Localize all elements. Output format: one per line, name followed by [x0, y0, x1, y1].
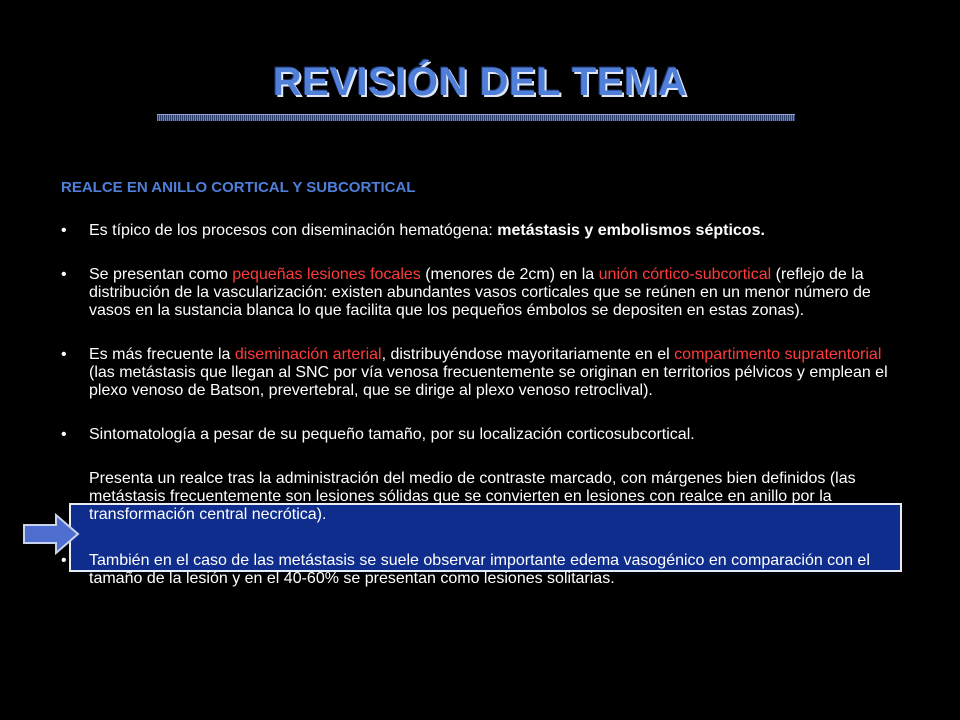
- title-underline: [157, 114, 795, 121]
- bullet-dot: •: [61, 266, 67, 283]
- highlight-term: compartimento supratentorial: [674, 346, 882, 363]
- bullet-text: Es típico de los procesos con diseminación hematógena:: [89, 222, 498, 239]
- bullet-text: Presenta un realce tras la administración del medio de contraste marcado, con márgenes bien definidos (las metástasis frecuentemente son lesiones sólidas que se convierten en lesiones con realce en anillo por la transformación central necrótica).: [89, 470, 856, 523]
- bullet-text: (las metástasis que llegan al SNC por vía venosa frecuentemente se originan en territorios pélvicos y emplean el plexo venoso de Batson, prevertebral, que se dirige al plexo venoso retroclival).: [89, 364, 888, 399]
- bullet-emphasis: metástasis y embolismos sépticos.: [497, 222, 765, 239]
- list-item-highlighted: [61, 470, 901, 524]
- bullet-dot: •: [61, 552, 67, 569]
- list-item: [61, 222, 901, 240]
- bullet-text: Es más frecuente la: [89, 346, 235, 363]
- bullet-text: Sintomatología a pesar de su pequeño tamaño, por su localización corticosubcortical.: [89, 426, 695, 443]
- slide-title: REVISIÓN DEL TEMA: [272, 60, 688, 104]
- list-item: [61, 552, 901, 588]
- highlight-term: diseminación arterial: [234, 346, 382, 363]
- bullet-text: (reflejo de la distribución de la vascularización: existen abundantes vasos corticales que se reúnen en un menor número de vasos en la sustancia blanca lo que facilita que los pequeños émbolos se depositen en estas zonas).: [89, 266, 871, 319]
- list-item: [61, 346, 901, 400]
- list-item: [61, 426, 901, 444]
- bullet-dot: •: [61, 222, 67, 239]
- section-subtitle: REALCE EN ANILLO CORTICAL Y SUBCORTICAL: [61, 179, 416, 196]
- bullet-text: También en el caso de las metástasis se suele observar importante edema vasogénico en comparación con el tamaño de la lesión y en el 40-60% se presentan como lesiones solitarias.: [89, 552, 870, 587]
- highlight-term: unión córtico-subcortical: [598, 266, 772, 283]
- list-item: [61, 266, 901, 320]
- bullet-text: (menores de 2cm) en la: [420, 266, 599, 283]
- bullet-text: , distribuyéndose mayoritariamente en el: [381, 346, 675, 363]
- bullet-dot: •: [61, 426, 67, 443]
- highlight-term: pequeñas lesiones focales: [232, 266, 421, 283]
- bullet-dot: •: [61, 346, 67, 363]
- bullet-list: [61, 222, 901, 588]
- bullet-text: Se presentan como: [89, 266, 233, 283]
